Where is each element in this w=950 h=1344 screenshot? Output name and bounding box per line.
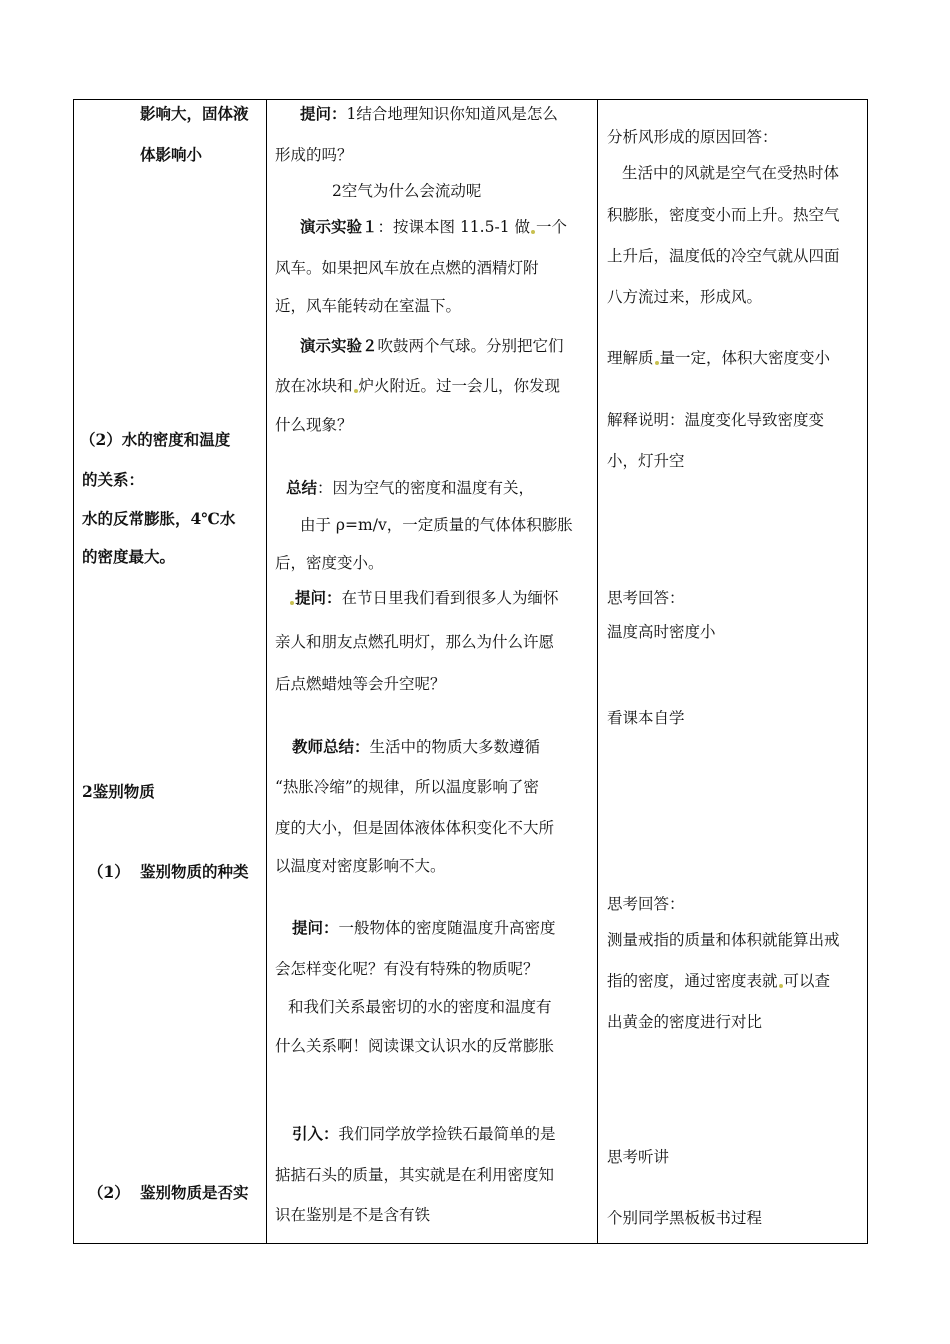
column-divider-2 bbox=[597, 100, 598, 1243]
section-identify-substance: 2鉴别物质 bbox=[82, 782, 155, 801]
introduction-line3: 识在鉴别是不是含有铁 bbox=[275, 1206, 431, 1224]
col1-line1: 影响大，固体液 bbox=[140, 104, 249, 123]
teacher-summary-label: 教师总结： bbox=[292, 737, 370, 756]
student-line-6: 理解质 量一定，体积大密度变小 bbox=[607, 349, 831, 367]
subsection-2-number: （2） bbox=[88, 1183, 130, 1202]
student-line-7: 解释说明：温度变化导致密度变 bbox=[607, 411, 825, 429]
subsection-2-title: 鉴别物质是否实 bbox=[140, 1183, 249, 1202]
student-line-2: 生活中的风就是空气在受热时体 bbox=[622, 164, 840, 182]
student-line-17: 个别同学黑板板书过程 bbox=[607, 1209, 763, 1227]
question-3-line2: 会怎样变化呢？有没有特殊的物质呢？ bbox=[275, 960, 539, 978]
question-text: 在节日里我们看到很多人为缅怀 bbox=[341, 589, 559, 607]
mark-dot bbox=[655, 361, 659, 365]
experiment-label: 演示实验２ bbox=[300, 336, 378, 355]
experiment-label: 演示实验１ bbox=[300, 217, 378, 236]
teacher-summary-text: 生活中的物质大多数遵循 bbox=[369, 738, 541, 756]
experiment-text: ：按课本图 11.5-1 做 bbox=[377, 218, 530, 236]
demo-experiment-2 bbox=[300, 336, 564, 356]
demo-experiment-1-line2: 风车。如果把风车放在点燃的酒精灯附 bbox=[275, 259, 539, 277]
question-text: 一般物体的密度随温度升高密度 bbox=[338, 919, 556, 937]
student-line-12: 思考回答： bbox=[607, 895, 685, 913]
experiment-text: 吹鼓两个气球。分别把它们 bbox=[377, 337, 564, 355]
intro-text: 我们同学放学捡铁石最简单的是 bbox=[338, 1125, 556, 1143]
question-label: 提问： bbox=[292, 918, 339, 937]
summary-text: ：因为空气的密度和温度有关， bbox=[317, 479, 535, 497]
summary-label: 总结 bbox=[286, 478, 318, 497]
teacher-summary bbox=[292, 737, 540, 757]
question-text: 1结合地理知识你知道风是怎么 bbox=[346, 105, 558, 123]
teacher-summary-line3: 度的大小，但是固体液体体积变化不大所 bbox=[275, 819, 555, 837]
summary bbox=[286, 478, 534, 498]
subsection-1-title: 鉴别物质的种类 bbox=[140, 862, 249, 881]
intro-label: 引入： bbox=[292, 1124, 339, 1143]
question-3-line4: 什么关系啊！阅读课文认识水的反常膨胀 bbox=[275, 1037, 555, 1055]
question-2 bbox=[289, 588, 559, 608]
student-line-16: 思考听讲 bbox=[607, 1148, 670, 1166]
student-line-13: 测量戒指的质量和体积就能算出戒 bbox=[607, 931, 840, 949]
mark-dot bbox=[779, 984, 783, 988]
water-anomaly-text-2: 的密度最大。 bbox=[82, 547, 176, 566]
question-1 bbox=[300, 104, 558, 124]
demo-experiment-2-line3: 什么现象？ bbox=[275, 416, 353, 434]
demo-experiment-1-line3: 近，风车能转动在室温下。 bbox=[275, 297, 462, 315]
mark-dot bbox=[290, 601, 294, 605]
student-line-4: 上升后，温度低的冷空气就从四面 bbox=[607, 247, 840, 265]
question-1-sub: 2空气为什么会流动呢 bbox=[332, 182, 482, 200]
question-label: 提问： bbox=[295, 588, 342, 607]
water-density-heading: （2）水的密度和温度 bbox=[80, 430, 231, 449]
student-line-1: 分析风形成的原因回答： bbox=[607, 128, 778, 146]
question-2-line2: 亲人和朋友点燃孔明灯，那么为什么许愿 bbox=[275, 633, 555, 651]
subsection-1-number: （1） bbox=[88, 862, 130, 881]
question-label: 提问： bbox=[300, 104, 347, 123]
summary-line3: 后，密度变小。 bbox=[275, 554, 384, 572]
question-3 bbox=[292, 918, 556, 938]
question-3-line3: 和我们关系最密切的水的密度和温度有 bbox=[288, 998, 552, 1016]
column-divider-1 bbox=[266, 100, 267, 1243]
student-line-15: 出黄金的密度进行对比 bbox=[607, 1013, 763, 1031]
student-line-9: 思考回答： bbox=[607, 589, 685, 607]
introduction bbox=[292, 1124, 556, 1144]
student-line-10: 温度高时密度小 bbox=[607, 623, 716, 641]
summary-line2: 由于 ρ=m/v，一定质量的气体体积膨胀 bbox=[300, 516, 573, 534]
student-line-8: 小，灯升空 bbox=[607, 452, 685, 470]
student-line-11: 看课本自学 bbox=[607, 709, 685, 727]
question-2-line3: 后点燃蜡烛等会升空呢？ bbox=[275, 675, 446, 693]
water-density-heading-2: 的关系： bbox=[82, 470, 145, 489]
introduction-line2: 掂掂石头的质量，其实就是在利用密度知 bbox=[275, 1166, 555, 1184]
student-line-3: 积膨胀，密度变小而上升。热空气 bbox=[607, 206, 840, 224]
water-anomaly-text: 水的反常膨胀，4℃水 bbox=[82, 509, 236, 528]
teacher-summary-line2: “热胀冷缩”的规律，所以温度影响了密 bbox=[275, 778, 539, 796]
student-line-5: 八方流过来，形成风。 bbox=[607, 288, 763, 306]
demo-experiment-2-line2: 放在冰块和 炉火附近。过一会儿，你发现 bbox=[275, 377, 561, 395]
experiment-text-end: 一个 bbox=[535, 218, 567, 236]
col1-line2: 体影响小 bbox=[140, 145, 203, 164]
demo-experiment-1 bbox=[300, 217, 567, 237]
teacher-summary-line4: 以温度对密度影响不大。 bbox=[275, 857, 446, 875]
question-1-cont: 形成的吗？ bbox=[275, 146, 353, 164]
mark-dot bbox=[531, 230, 535, 234]
student-line-14: 指的密度，通过密度表就 可以查 bbox=[607, 972, 831, 990]
mark-dot bbox=[354, 389, 358, 393]
